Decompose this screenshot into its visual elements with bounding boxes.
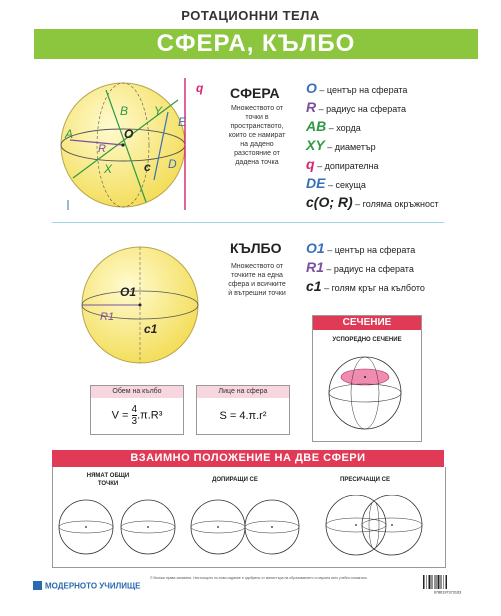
area-formula-label: Лице на сфера	[197, 386, 289, 398]
center-point	[271, 526, 273, 528]
ball-legend	[306, 240, 486, 297]
legend-row	[306, 80, 486, 99]
label-b: B	[120, 104, 129, 118]
case-label-intersecting: ПРЕСИЧАЩИ СЕ	[340, 477, 390, 483]
legend-text: – диаметър	[324, 142, 376, 152]
barcode-digits: 9786197373163	[433, 590, 462, 594]
label-c: c	[144, 160, 151, 174]
barcode-bar	[426, 575, 427, 589]
legend-symbol: AB	[306, 118, 327, 134]
section-divider	[52, 222, 444, 223]
ball-heading: КЪЛБО	[230, 240, 282, 256]
case-label-touching: ДОПИРАЩИ СЕ	[212, 477, 258, 483]
label-y: Y	[154, 104, 163, 118]
legend-symbol: R1	[306, 259, 324, 275]
legend-symbol: O1	[306, 240, 325, 256]
sphere-legend	[306, 80, 486, 213]
label-e: E	[178, 115, 187, 129]
logo-text: МОДЕРНОТО УЧИЛИЩЕ	[45, 581, 141, 591]
center-point	[355, 524, 357, 526]
label-q: q	[196, 81, 204, 95]
barcode-bar	[432, 575, 433, 589]
legend-symbol: DE	[306, 175, 326, 191]
label-o1: O1	[120, 285, 137, 299]
fraction-numerator: 4	[131, 404, 138, 415]
mutual-position-heading: ВЗАИМНО ПОЛОЖЕНИЕ НА ДВЕ СФЕРИ	[130, 452, 366, 464]
legend-text: – голям кръг на кълбото	[321, 283, 425, 293]
footer-note: © Всички права запазени. Настоящото по-ново издание е одобрено от министъра на образованието и науката като учебно помагало.	[150, 576, 368, 580]
barcode-bar	[425, 575, 426, 589]
legend-row	[306, 137, 486, 156]
legend-symbol: XY	[306, 137, 325, 153]
label-d: D	[168, 157, 177, 171]
center-point	[121, 143, 124, 146]
legend-text: – голяма окръжност	[352, 199, 439, 209]
barcode-bar	[443, 575, 444, 589]
volume-lhs: V =	[111, 409, 132, 422]
legend-row	[306, 175, 486, 194]
barcode-bar	[442, 575, 443, 589]
legend-symbol: c1	[306, 278, 322, 294]
legend-text: – допирателна	[314, 161, 379, 171]
label-r1: R1	[100, 311, 115, 323]
legend-symbol: R	[306, 99, 317, 115]
label-c1: c1	[144, 322, 158, 336]
section-sphere	[329, 357, 401, 429]
legend-text: – център на сферата	[316, 85, 408, 95]
legend-symbol: c(O; R)	[306, 194, 353, 210]
barcode-bar	[445, 575, 446, 589]
sphere-diagram	[28, 70, 218, 220]
ball-center-point	[139, 304, 142, 307]
poster-subtitle: РОТАЦИОННИ ТЕЛА	[181, 8, 320, 23]
sphere-description: Множеството от точки в пространството, които се намират на дадено разстояние от дадена точка	[228, 105, 286, 166]
barcode-bar	[438, 575, 440, 589]
barcode-bar	[436, 575, 437, 589]
legend-row	[306, 156, 486, 175]
legend-text: – хорда	[326, 123, 361, 133]
volume-formula-label: Обем на кълбо	[91, 386, 183, 398]
section-subheading: УСПОРЕДНО СЕЧЕНИЕ	[332, 337, 402, 343]
volume-formula-box	[90, 385, 184, 435]
section-center-point	[364, 376, 366, 378]
legend-symbol: q	[306, 156, 315, 172]
barcode-bar	[446, 575, 447, 589]
barcode-bar	[437, 575, 438, 589]
label-a: A	[65, 127, 74, 141]
area-formula-box	[196, 385, 290, 435]
legend-text: – радиус на сферата	[316, 104, 407, 114]
legend-row	[306, 278, 486, 297]
volume-formula	[91, 398, 183, 427]
publisher-logo	[33, 577, 145, 591]
center-point	[391, 524, 393, 526]
mutual-diagrams	[56, 495, 441, 565]
section-heading: СЕЧЕНИЕ	[313, 316, 421, 330]
legend-text: – радиус на сферата	[323, 264, 414, 274]
legend-row	[306, 194, 486, 213]
section-diagram	[313, 343, 421, 431]
legend-text: – център на сферата	[324, 245, 416, 255]
section-box	[312, 315, 422, 442]
volume-rhs: .π.R³	[137, 409, 163, 422]
legend-row	[306, 99, 486, 118]
label-x: X	[104, 162, 113, 176]
legend-text: – секуща	[325, 180, 366, 190]
legend-symbol: O	[306, 80, 317, 96]
ball-diagram	[70, 235, 210, 375]
barcode-bar	[434, 575, 435, 589]
legend-row	[306, 240, 486, 259]
intersection-circle	[369, 501, 379, 549]
poster-title: СФЕРА, КЪЛБО	[156, 30, 356, 57]
logo-mark-icon	[33, 581, 42, 590]
barcode-bar	[428, 575, 429, 589]
barcode-bar	[431, 575, 432, 589]
area-formula: S = 4.π.r²	[219, 410, 267, 422]
sphere-heading: СФЕРА	[230, 85, 280, 101]
case-label-no-common: НЯМАТ ОБЩИ ТОЧКИ	[86, 473, 130, 487]
center-point	[85, 526, 87, 528]
barcode	[420, 574, 475, 594]
barcode-bar	[429, 575, 430, 589]
label-r: R	[98, 143, 106, 155]
barcode-bar	[440, 575, 441, 589]
center-point	[217, 526, 219, 528]
ball-description: Множеството от точките на една сфера и всичките ѝ вътрешни точки	[228, 263, 286, 297]
label-o: O	[124, 127, 134, 141]
barcode-bar	[423, 575, 424, 589]
legend-row	[306, 118, 486, 137]
fraction-denominator: 3	[131, 416, 138, 427]
center-point	[147, 526, 149, 528]
barcode-bars	[423, 575, 447, 589]
legend-row	[306, 259, 486, 278]
